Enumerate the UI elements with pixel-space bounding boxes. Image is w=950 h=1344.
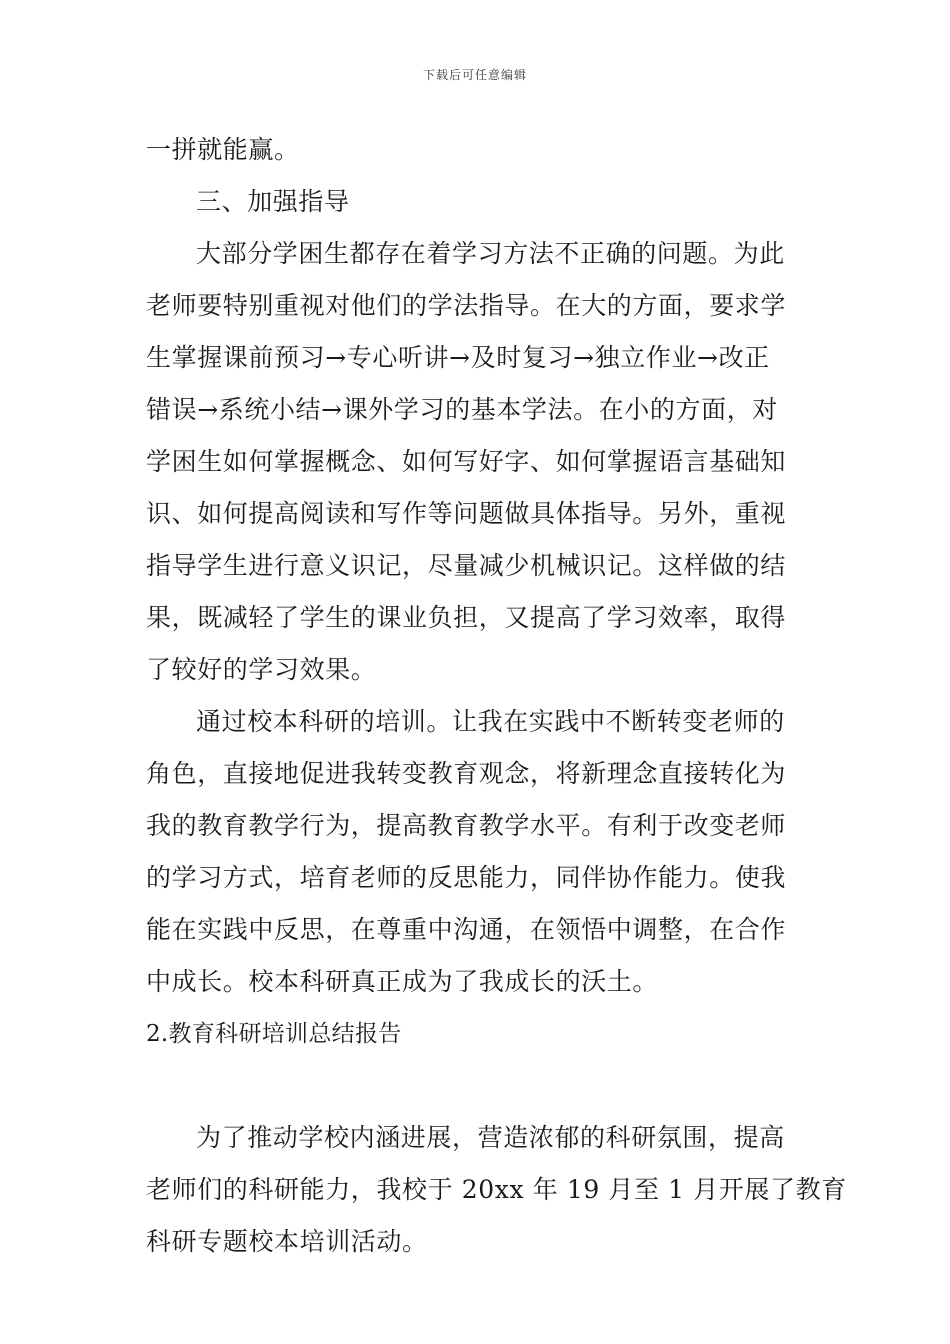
text-line: 我的教育教学行为，提高教育教学水平。有利于改变老师 [146,811,787,840]
text-line: 能在实践中反思，在尊重中沟通，在领悟中调整，在合作 [146,915,787,944]
text-line: 指导学生进行意义识记，尽量减少机械识记。这样做的结 [146,551,787,580]
text-line: 一拼就能赢。 [146,135,300,164]
text-line: 学困生如何掌握概念、如何写好字、如何掌握语言基础知 [146,447,787,476]
text-line: 了较好的学习效果。 [146,655,377,684]
text-line: 大部分学困生都存在着学习方法不正确的问题。为此 [196,239,785,268]
text-line: 三、加强指导 [196,187,350,216]
text-line: 科研专题校本培训活动。 [146,1227,428,1256]
text-line: 老师们的科研能力，我校于 20xx 年 19 月至 1 月开展了教育 [146,1175,847,1204]
text-line: 识、如何提高阅读和写作等问题做具体指导。另外，重视 [146,499,787,528]
document-body [146,124,847,1268]
page-header: 下载后可任意编辑 [422,68,527,82]
text-line: 错误→系统小结→课外学习的基本学法。在小的方面，对 [146,395,778,424]
text-line: 果，既减轻了学生的课业负担，又提高了学习效率，取得 [146,603,787,632]
text-line: 的学习方式，培育老师的反思能力，同伴协作能力。使我 [146,863,787,892]
text-line: 通过校本科研的培训。让我在实践中不断转变老师的 [196,707,785,736]
text-line: 生掌握课前预习→专心听讲→及时复习→独立作业→改正 [146,343,770,372]
section-heading: 2.教育科研培训总结报告 [146,1021,402,1047]
text-line: 角色，直接地促进我转变教育观念，将新理念直接转化为 [146,759,787,788]
blank-line [146,1060,806,1112]
text-line: 为了推动学校内涵进展，营造浓郁的科研氛围，提高 [196,1123,785,1152]
text-line: 中成长。校本科研真正成为了我成长的沃土。 [146,967,659,996]
text-line: 老师要特别重视对他们的学法指导。在大的方面，要求学 [146,291,787,320]
